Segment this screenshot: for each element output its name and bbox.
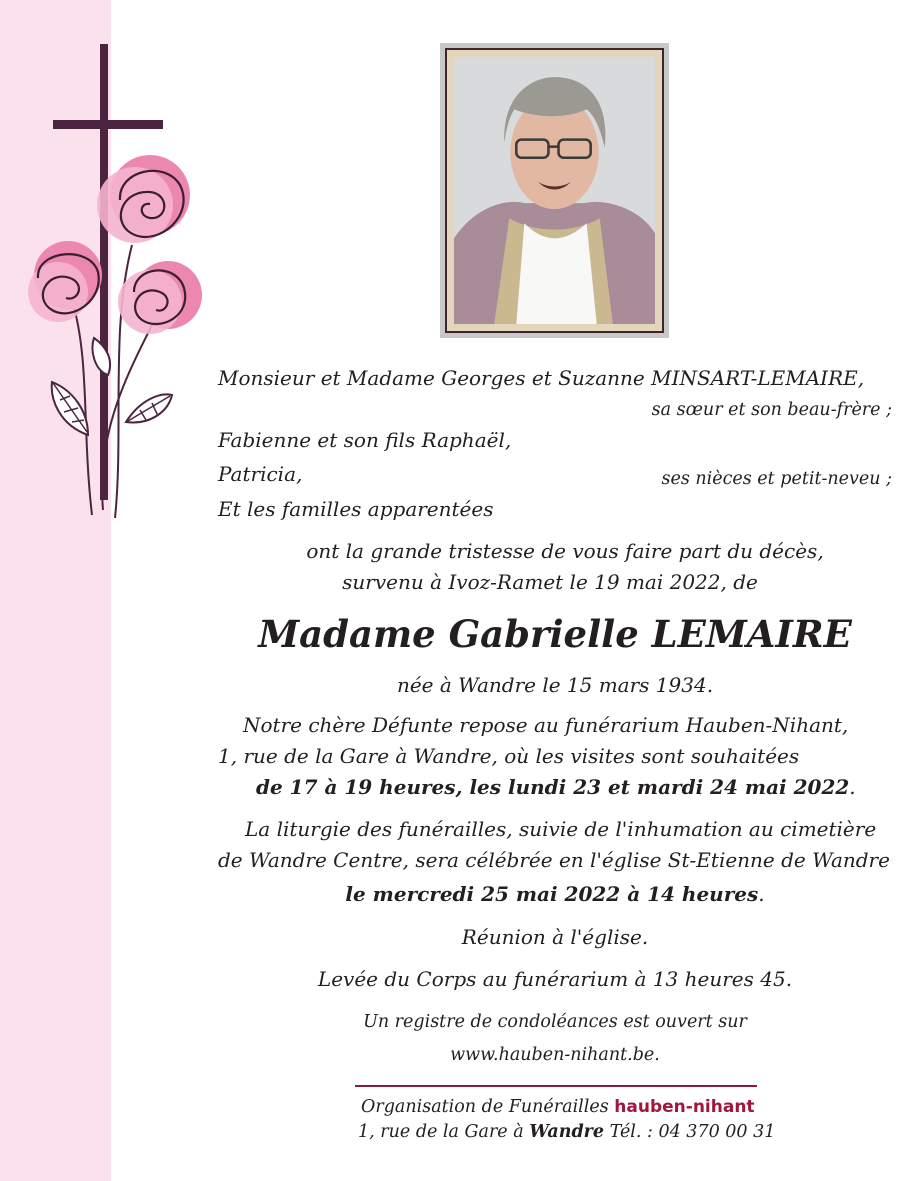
birth-info: née à Wandre le 15 mars 1934. (396, 673, 714, 697)
liturgy-date-text: le mercredi 25 mai 2022 à 14 heures (345, 882, 759, 906)
cross-horizontal (53, 120, 163, 129)
footer-org-prefix: Organisation de Funérailles (361, 1097, 609, 1117)
liturgy-date-end: . (758, 882, 765, 906)
brand-logo: hauben-nihant (614, 1097, 755, 1117)
cross-roses-icon (0, 30, 220, 530)
levee-text: Levée du Corps au funérarium à 13 heures 45. (317, 967, 793, 991)
portrait-photo (445, 48, 664, 333)
family-line-2: Fabienne et son fils Raphaël, (218, 428, 512, 452)
footer-org (361, 1097, 755, 1117)
announcement-line-2: survenu à Ivoz-Ramet le 19 mai 2022, de (342, 570, 758, 594)
announcement-line-1: ont la grande tristesse de vous faire part du décès, (306, 539, 824, 563)
reunion-text: Réunion à l'église. (461, 925, 649, 949)
footer-address-prefix: 1, rue de la Gare à (358, 1122, 524, 1142)
family-relation-2: ses nièces et petit-neveu ; (661, 469, 892, 489)
visitation-line-2: 1, rue de la Gare à Wandre, où les visites sont souhaitées (218, 744, 800, 768)
footer-address (358, 1122, 775, 1142)
family-line-1: Monsieur et Madame Georges et Suzanne MINSART-LEMAIRE, (218, 366, 865, 390)
registry-line-1: Un registre de condoléances est ouvert sur (363, 1012, 747, 1032)
visitation-line-1: Notre chère Défunte repose au funérarium Hauben-Nihant, (243, 713, 849, 737)
footer-phone: Tél. : 04 370 00 31 (609, 1122, 776, 1142)
registry-url[interactable]: www.hauben-nihant.be. (450, 1045, 660, 1065)
visitation-hours-end: . (849, 775, 856, 799)
visitation-hours-text: de 17 à 19 heures, les lundi 23 et mardi 24 mai 2022 (256, 775, 850, 799)
deceased-name: Madame Gabrielle LEMAIRE (258, 612, 852, 656)
liturgy-line-1: La liturgie des funérailles, suivie de l'inhumation au cimetière (245, 817, 877, 841)
liturgy-line-2: de Wandre Centre, sera célébrée en l'église St-Etienne de Wandre (218, 848, 890, 872)
portrait-frame (440, 43, 669, 338)
visitation-hours (256, 775, 856, 799)
liturgy-date (200, 882, 910, 906)
footer-divider (355, 1085, 757, 1087)
footer-address-city: Wandre (529, 1122, 605, 1142)
family-line-4: Et les familles apparentées (218, 497, 494, 521)
family-relation-1: sa sœur et son beau-frère ; (651, 400, 892, 420)
family-line-3: Patricia, (218, 462, 303, 486)
